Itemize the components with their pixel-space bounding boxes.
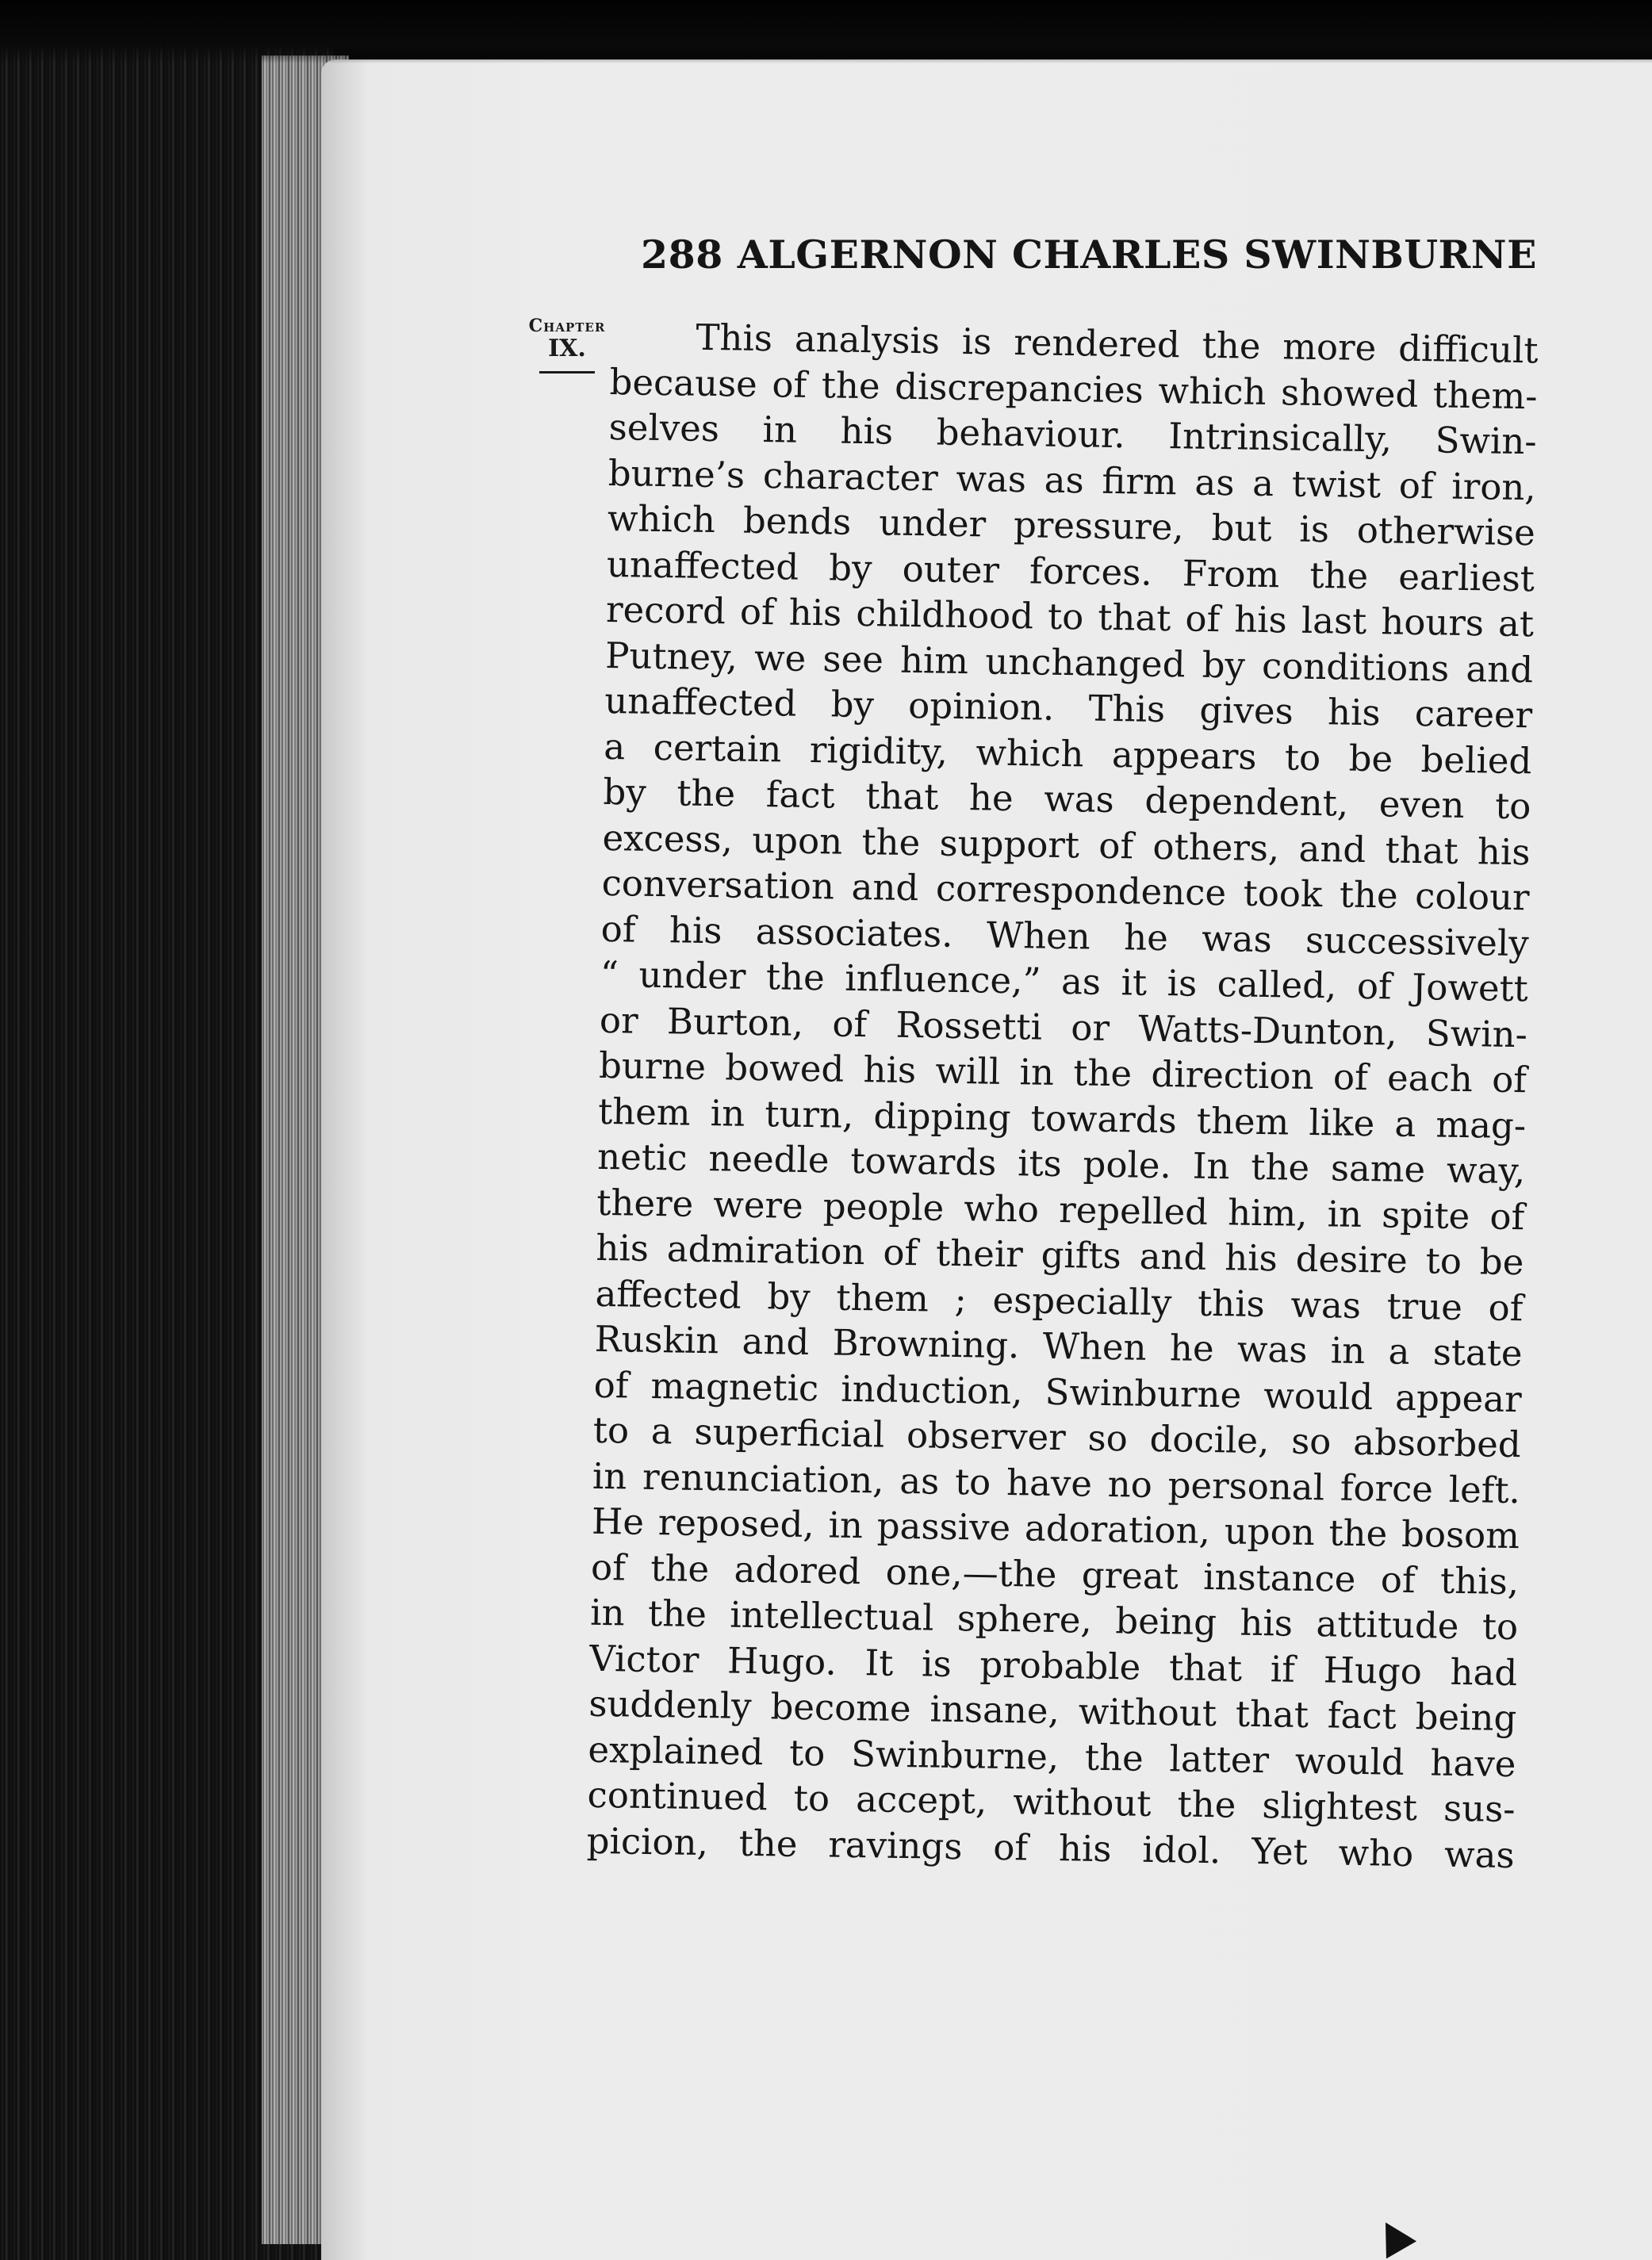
text-line: continued to accept, without the slightest sus- xyxy=(587,1773,1516,1831)
text-line: which bends under pressure, but is otherwise xyxy=(607,496,1536,554)
text-line: explained to Swinburne, the latter would have xyxy=(588,1728,1516,1785)
text-line: Putney, we see him unchanged by conditions and xyxy=(604,634,1534,691)
text-line: in renunciation, as to have no personal force left. xyxy=(592,1454,1521,1511)
text-line: of magnetic induction, Swinburne would appear xyxy=(593,1363,1523,1420)
text-line: of his associates. When he was successively xyxy=(600,907,1530,964)
text-line: because of the discrepancies which showed them- xyxy=(609,360,1538,417)
chapter-label: Chapter xyxy=(528,316,606,336)
text-line: Victor Hugo. It is probable that if Hugo had xyxy=(588,1637,1518,1694)
text-line: burne bowed his will in the direction of each of xyxy=(598,1044,1527,1101)
text-line: unaffected by outer forces. From the earliest xyxy=(606,542,1535,599)
text-line: suddenly become insane, without that fact being xyxy=(588,1682,1517,1740)
text-line: there were people who repelled him, in spite of xyxy=(596,1181,1525,1238)
text-line: of the adored one,—the great instance of this, xyxy=(590,1546,1520,1603)
running-head xyxy=(641,232,1537,278)
text-line: excess, upon the support of others, and that his xyxy=(602,816,1531,873)
text-line: affected by them ; especially this was true of xyxy=(595,1272,1524,1329)
running-title: ALGERNON CHARLES SWINBURNE xyxy=(737,232,1537,278)
page-number: 288 xyxy=(641,232,723,278)
text-line: unaffected by opinion. This gives his career xyxy=(604,679,1533,737)
text-line: Ruskin and Browning. When he was in a state xyxy=(594,1317,1523,1375)
text-line: by the fact that he was dependent, even to xyxy=(603,770,1531,828)
body-paragraph xyxy=(586,313,1539,1878)
text-line: to a superficial observer so docile, so absorbed xyxy=(592,1408,1522,1466)
text-line: netic needle towards its pole. In the same way, xyxy=(596,1135,1526,1193)
text-line: “ under the influence,” as it is called, of Jowett xyxy=(600,952,1529,1010)
text-line: them in turn, dipping towards them like a mag- xyxy=(597,1090,1527,1147)
top-shadow xyxy=(0,0,1652,63)
text-line: This analysis is rendered the more difficult xyxy=(696,316,1539,372)
chapter-margin-note xyxy=(508,316,627,373)
text-line: in the intellectual sphere, being his attitude to xyxy=(589,1591,1519,1649)
chapter-rule xyxy=(539,371,595,373)
text-line: conversation and correspondence took the colour xyxy=(601,861,1530,919)
text-line: record of his childhood to that of his last hours at xyxy=(605,588,1535,645)
text-line: selves in his behaviour. Intrinsically, Swin- xyxy=(608,405,1538,463)
text-line: burne’s character was as firm as a twist of iron, xyxy=(608,451,1537,508)
text-line: He reposed, in passive adoration, upon the bosom xyxy=(591,1500,1520,1557)
text-line: or Burton, of Rossetti or Watts-Dunton, Swin- xyxy=(599,998,1528,1055)
chapter-number: IX. xyxy=(548,335,586,362)
text-line: his admiration of their gifts and his desire to be xyxy=(596,1226,1524,1284)
text-line: a certain rigidity, which appears to be belied xyxy=(604,725,1532,782)
text-line: picion, the ravings of his idol. Yet who was xyxy=(586,1819,1516,1876)
